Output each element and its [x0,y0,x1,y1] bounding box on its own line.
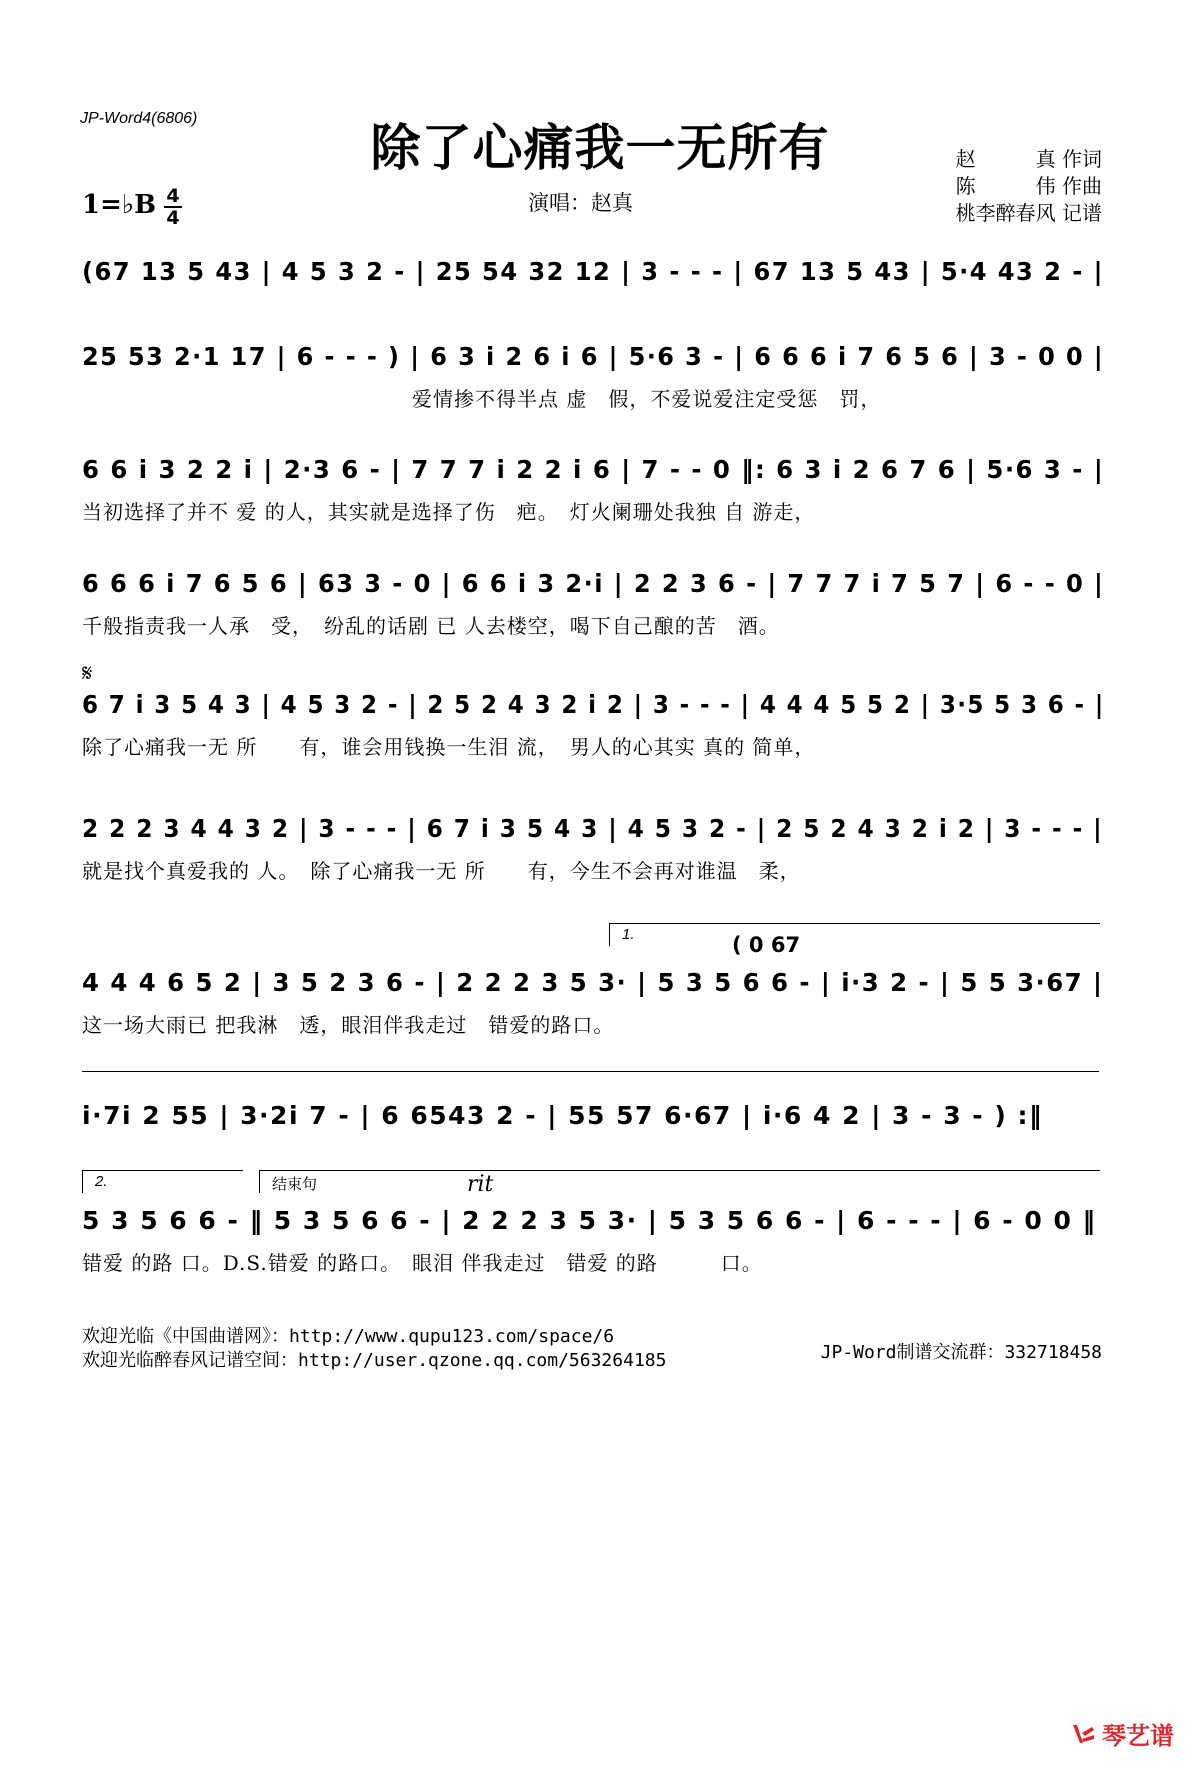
time-signature-bottom: 4 [166,207,180,229]
footer-link-qzone[interactable]: 欢迎光临醉春风记谱空间：http://user.qzone.qq.com/563264185 [82,1350,667,1371]
footer-links [82,1325,666,1373]
first-ending-continuation [82,1071,1099,1094]
singer: 演唱：赵真 [528,191,633,215]
footer-link-qupu[interactable]: 欢迎光临《中国曲谱网》：http://www.qupu123.com/space/6 [82,1326,615,1347]
ritardando-mark: rit [467,1172,494,1197]
notation-line: i·7i 2 55 | 3·2i 7 - | 6 6543 2 - | 55 57 6·67 | i·6 4 2 | 3 - 3 - ) :‖ [82,1101,1044,1130]
coda-label: 结束句 [272,1175,318,1193]
key-signature: 1=♭B [82,190,157,220]
composer-credit: 陈 伟 作曲 [955,174,1102,198]
song-title: 除了心痛我一无所有 [370,118,830,177]
piano-logo-icon [1070,1721,1096,1747]
notation-line: 4 4 4 6 5 2 | 3 5 2 3 6 - | 2 2 2 3 5 3· | 5 3 5 6 6 - | i·3 2 - | 5 5 3·67 | [82,968,1104,997]
second-ending-label: 2. [95,1173,108,1190]
time-signature [164,187,182,227]
watermark-text: 琴艺谱 [1102,1722,1174,1750]
notation-line: 6 7 i 3 5 4 3 | 4 5 3 2 - | 2 5 2 4 3 2 i 2 | 3 - - - | 4 4 4 5 5 2 | 3·5 5 3 6 - | [82,690,1105,719]
time-signature-top: 4 [166,185,180,207]
lyric-line: 爱情掺不得半点 虚 假，不爱说爱注定受惩 罚， [412,387,882,411]
lyricist-credit: 赵 真 作词 [955,147,1102,171]
lyric-line: 除了心痛我一无 所 有，谁会用钱换一生泪 流， 男人的心其实 真的 简单， [82,735,816,759]
notation-line: 6 6 6 i 7 6 5 6 | 63 3 - 0 | 6 6 i 3 2·i | 2 2 3 6 - | 7 7 7 i 7 5 7 | 6 - - 0 | [82,569,1105,598]
lyric-line: 这一场大雨已 把我淋 透，眼泪伴我走过 错爱的路口。 [82,1013,615,1037]
segno-sign: 𝄋 [82,659,93,687]
notation-line: (67 13 5 43 | 4 5 3 2 - | 25 54 32 12 | 3 - - - | 67 13 5 43 | 5·4 43 2 - | [82,257,1104,286]
second-ending-bracket [82,1170,243,1193]
footer-group: JP-Word制谱交流群：332718458 [820,1342,1102,1363]
notation-line: 25 53 2·1 17 | 6 - - - ) | 6 3 i 2 6 i 6 | 5·6 3 - | 6 6 6 i 7 6 5 6 | 3 - 0 0 | [82,342,1105,371]
watermark-logo [1070,1716,1174,1751]
software-version: JP-Word4(6806) [80,110,198,127]
notation-line: 2 2 2 3 4 4 3 2 | 3 - - - | 6 7 i 3 5 4 3 | 4 5 3 2 - | 2 5 2 4 3 2 i 2 | 3 - - - | [82,814,1104,843]
lyric-line: 错爱 的路 口。D.S.错爱 的路口。 眼泪 伴我走过 错爱 的路 口。 [82,1251,763,1275]
credits [956,146,1102,227]
first-ending-label: 1. [622,926,635,943]
transcriber-credit: 桃李醉春风 记谱 [955,201,1102,225]
first-ending-bracket [609,923,1100,946]
lyric-line: 当初选择了并不 爱 的人，其实就是选择了伤 疤。 灯火阑珊处我独 自 游走， [82,500,816,524]
notation-line: 5 3 5 6 6 - ‖ 5 3 5 6 6 - | 2 2 2 3 5 3· | 5 3 5 6 6 - | 6 - - - | 6 - 0 0 ‖ [82,1206,1097,1235]
lyric-line: 就是找个真爱我的 人。 除了心痛我一无 所 有，今生不会再对谁温 柔， [82,859,801,883]
coda-bracket [259,1170,1100,1193]
lyric-line: 千般指责我一人承 受， 纷乱的话剧 已 人去楼空，喝下自己酿的苦 酒。 [82,614,780,638]
pickup-notes: ( 0 67 [732,933,801,957]
notation-line: 6 6 i 3 2 2 i | 2·3 6 - | 7 7 7 i 2 2 i 6 | 7 - - 0 ‖: 6 3 i 2 6 7 6 | 5·6 3 - | [82,455,1105,484]
